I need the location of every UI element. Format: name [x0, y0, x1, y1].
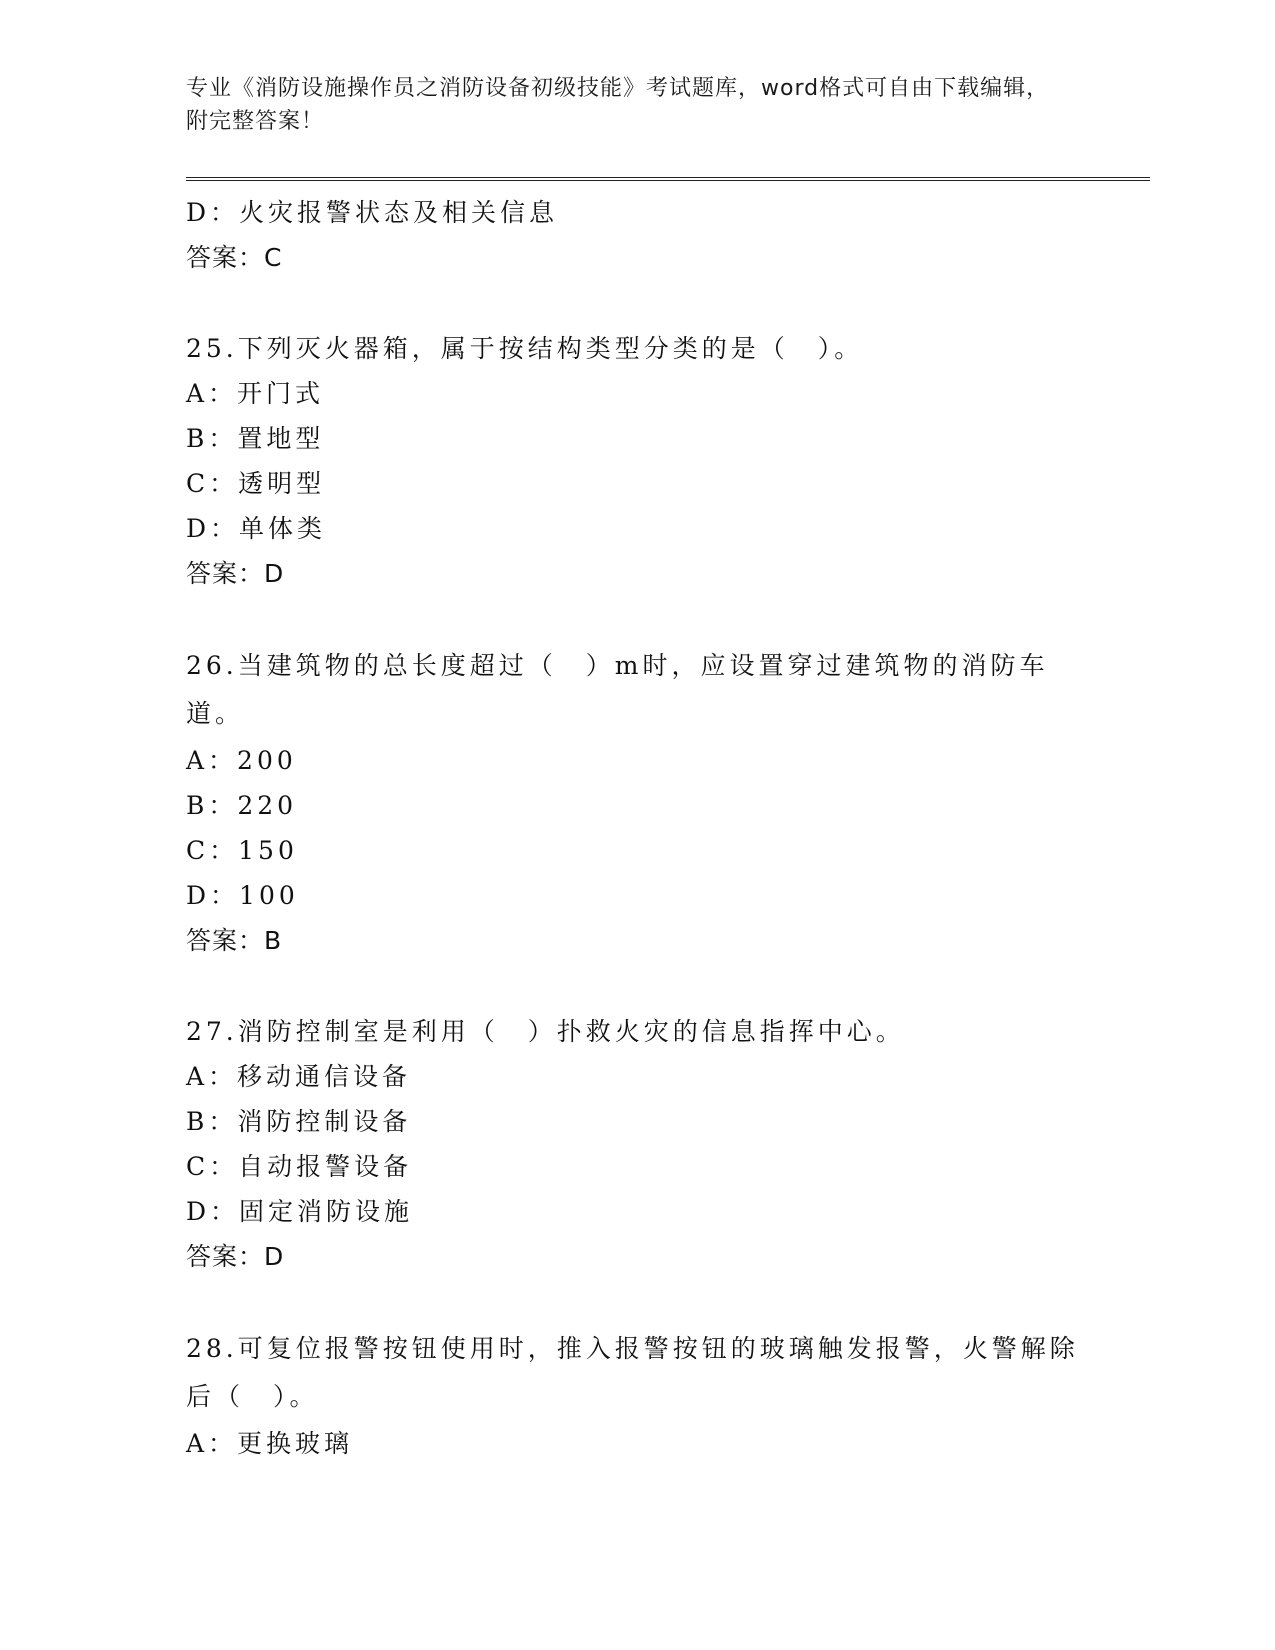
answer-label: 答案：D	[186, 559, 285, 588]
option-b: B：220	[186, 791, 298, 820]
option-c: C：自动报警设备	[186, 1152, 413, 1181]
option-d: D：单体类	[186, 514, 327, 543]
answer-label: 答案：C	[186, 243, 283, 272]
question-27	[186, 1009, 1086, 1279]
question-26	[186, 642, 1086, 963]
option-a: A：200	[186, 746, 297, 775]
document-header: 专业《消防设施操作员之消防设备初级技能》考试题库，word格式可自由下载编辑，附完整答案！	[186, 76, 1050, 134]
question-stem: 25.下列灭火器箱，属于按结构类型分类的是（ ）。	[186, 334, 864, 363]
question-28	[186, 1325, 1086, 1466]
option-d: D：固定消防设施	[186, 1197, 414, 1226]
option-b: B：消防控制设备	[186, 1107, 412, 1136]
option-a: A：更换玻璃	[186, 1429, 354, 1458]
option-c: C：透明型	[186, 469, 326, 498]
question-stem: 27.消防控制室是利用（ ）扑救火灾的信息指挥中心。	[186, 1017, 905, 1046]
option-d: D：100	[186, 881, 299, 910]
question-list	[186, 190, 1086, 1466]
option-d: D：火灾报警状态及相关信息	[186, 198, 559, 227]
option-b: B：置地型	[186, 424, 325, 453]
option-a: A：移动通信设备	[186, 1062, 412, 1091]
answer-label: 答案：B	[186, 926, 283, 955]
answer-label: 答案：D	[186, 1242, 285, 1271]
option-a: A：开门式	[186, 379, 325, 408]
question-stem: 26.当建筑物的总长度超过（ ）m时，应设置穿过建筑物的消防车道。	[186, 651, 1049, 728]
header-divider	[186, 177, 1150, 181]
question-25	[186, 326, 1086, 596]
option-c: C：150	[186, 836, 298, 865]
question-stem: 28.可复位报警按钮使用时，推入报警按钮的玻璃触发报警，火警解除后（ ）。	[186, 1334, 1079, 1411]
